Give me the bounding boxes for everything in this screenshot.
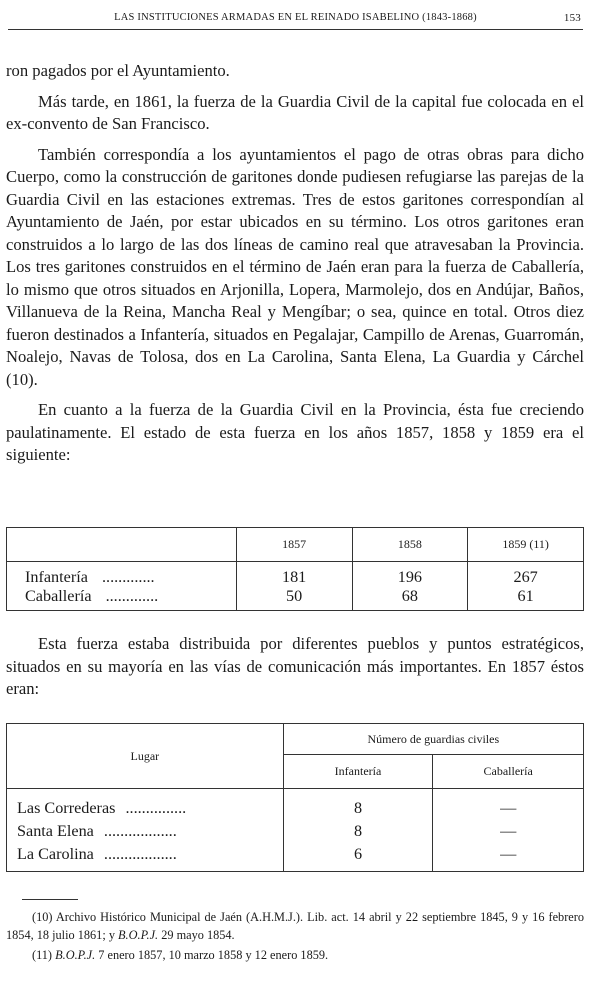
row-label [7,562,237,588]
row-label [7,587,237,611]
paragraph-5: Esta fuerza estaba distribuida por diferentes pueblos y puntos estratégicos, situados en su mayoría en las vías de comunicación más importantes. En 1857 éstos eran: [6,634,584,698]
footnote-10 [6,909,584,944]
row-label-text: Santa Elena [17,821,94,840]
table-cell: 68 [352,587,468,611]
table-row [7,562,584,588]
row-label [7,843,284,872]
footnotes [6,909,584,968]
footnote-10-text: (10) Archivo Histórico Municipal de Jaén (A.H.M.J.). Lib. act. 14 abril y 22 septiembre 1845, 9 y 16 febrero 1854, 18 julio 1861; y [6,910,584,942]
table-header-blank [7,528,237,562]
page-number: 153 [563,12,581,24]
table-cell: 181 [236,562,352,588]
footnote-11-text: (11) [32,948,56,962]
subheader-caballeria: Caballería [433,755,584,789]
row-label-text: La Carolina [17,844,94,863]
group-header: Número de guardias civiles [283,724,583,755]
locations-table [6,723,584,872]
footnote-10-end: 29 mayo 1854. [158,927,235,942]
table-cell: — [433,843,584,872]
table-header-cell: 1859 (11) [468,528,584,562]
footnote-11-italic: B.O.P.J. [55,948,96,962]
table-cell: 6 [283,843,433,872]
table-cell: 196 [352,562,468,588]
table-cell: 61 [468,587,584,611]
table-header-row [7,724,584,755]
table-cell: 267 [468,562,584,588]
table-cell: — [433,819,584,843]
row-label [7,789,284,820]
table-header-row [7,528,584,562]
lugar-header: Lugar [7,724,284,789]
body-text-top [6,60,584,467]
footnote-rule [22,899,78,900]
table-cell: 8 [283,789,433,820]
footnote-11-end: 7 enero 1857, 10 marzo 1858 y 12 enero 1859. [95,948,329,962]
paragraph-2: Más tarde, en 1861, la fuerza de la Guardia Civil de la capital fue colocada en el ex-convento de San Francisco. [6,91,584,133]
running-title: LAS INSTITUCIONES ARMADAS EN EL REINADO ISABELINO (1843-1868) [114,12,477,23]
leader-dots: .................. [103,844,177,863]
row-label-text: Caballería [25,587,92,605]
row-label-text: Las Correderas [17,798,116,817]
subheader-infanteria: Infantería [283,755,433,789]
force-by-year-table [6,527,584,611]
table-row [7,587,584,611]
row-label [7,819,284,843]
table-cell: — [433,789,584,820]
table-header-cell: 1857 [236,528,352,562]
table-row [7,843,584,872]
row-label-text: Infantería [25,568,88,586]
table-row [7,819,584,843]
leader-dots: ............. [101,568,155,586]
table-row [7,789,584,820]
footnote-10-italic: B.O.P.J. [118,927,159,942]
footnote-11 [6,947,584,965]
leader-dots: .................. [103,821,177,840]
table-cell: 8 [283,819,433,843]
body-text-middle [6,633,584,701]
table-cell: 50 [236,587,352,611]
paragraph-3: También correspondía a los ayuntamientos el pago de otras obras para dicho Cuerpo, como la construcción de garitones donde pudiesen refugiarse las parejas de la Guardia Civil en las estaciones extremas. Tres de estos garitones correspondían al Ayuntamiento de Jaén, por estar ubicados en su término. Los otros garitones eran construidos a lo largo de las dos líneas de camino real que atravesaban la Provincia. Los tres garitones construidos en el término de Jaén eran para la fuerza de Caballería, lo mismo que otros situados en Arjonilla, Lopera, Marmolejo, dos en Andújar, Baños, Villanueva de la Reina, Mancha Real y Mengíbar; o sea, quince en total. Otros diez fueron destinados a Infantería, situados en Pegalajar, Campillo de Arenas, Guarromán, Noalejo, Navas de Tolosa, dos en La Carolina, Santa Elena, La Guardia y Cárchel (10). [6,144,584,389]
leader-dots: ............. [105,587,159,605]
paragraph-4: En cuanto a la fuerza de la Guardia Civil en la Provincia, ésta fue creciendo paulatinamente. El estado de esta fuerza en los años 1857, 1858 y 1859 era el siguiente: [6,400,584,464]
header-rule [8,29,583,30]
paragraph-1: ron pagados por el Ayuntamiento. [6,61,230,80]
leader-dots: ............... [125,798,187,817]
table-header-cell: 1858 [352,528,468,562]
